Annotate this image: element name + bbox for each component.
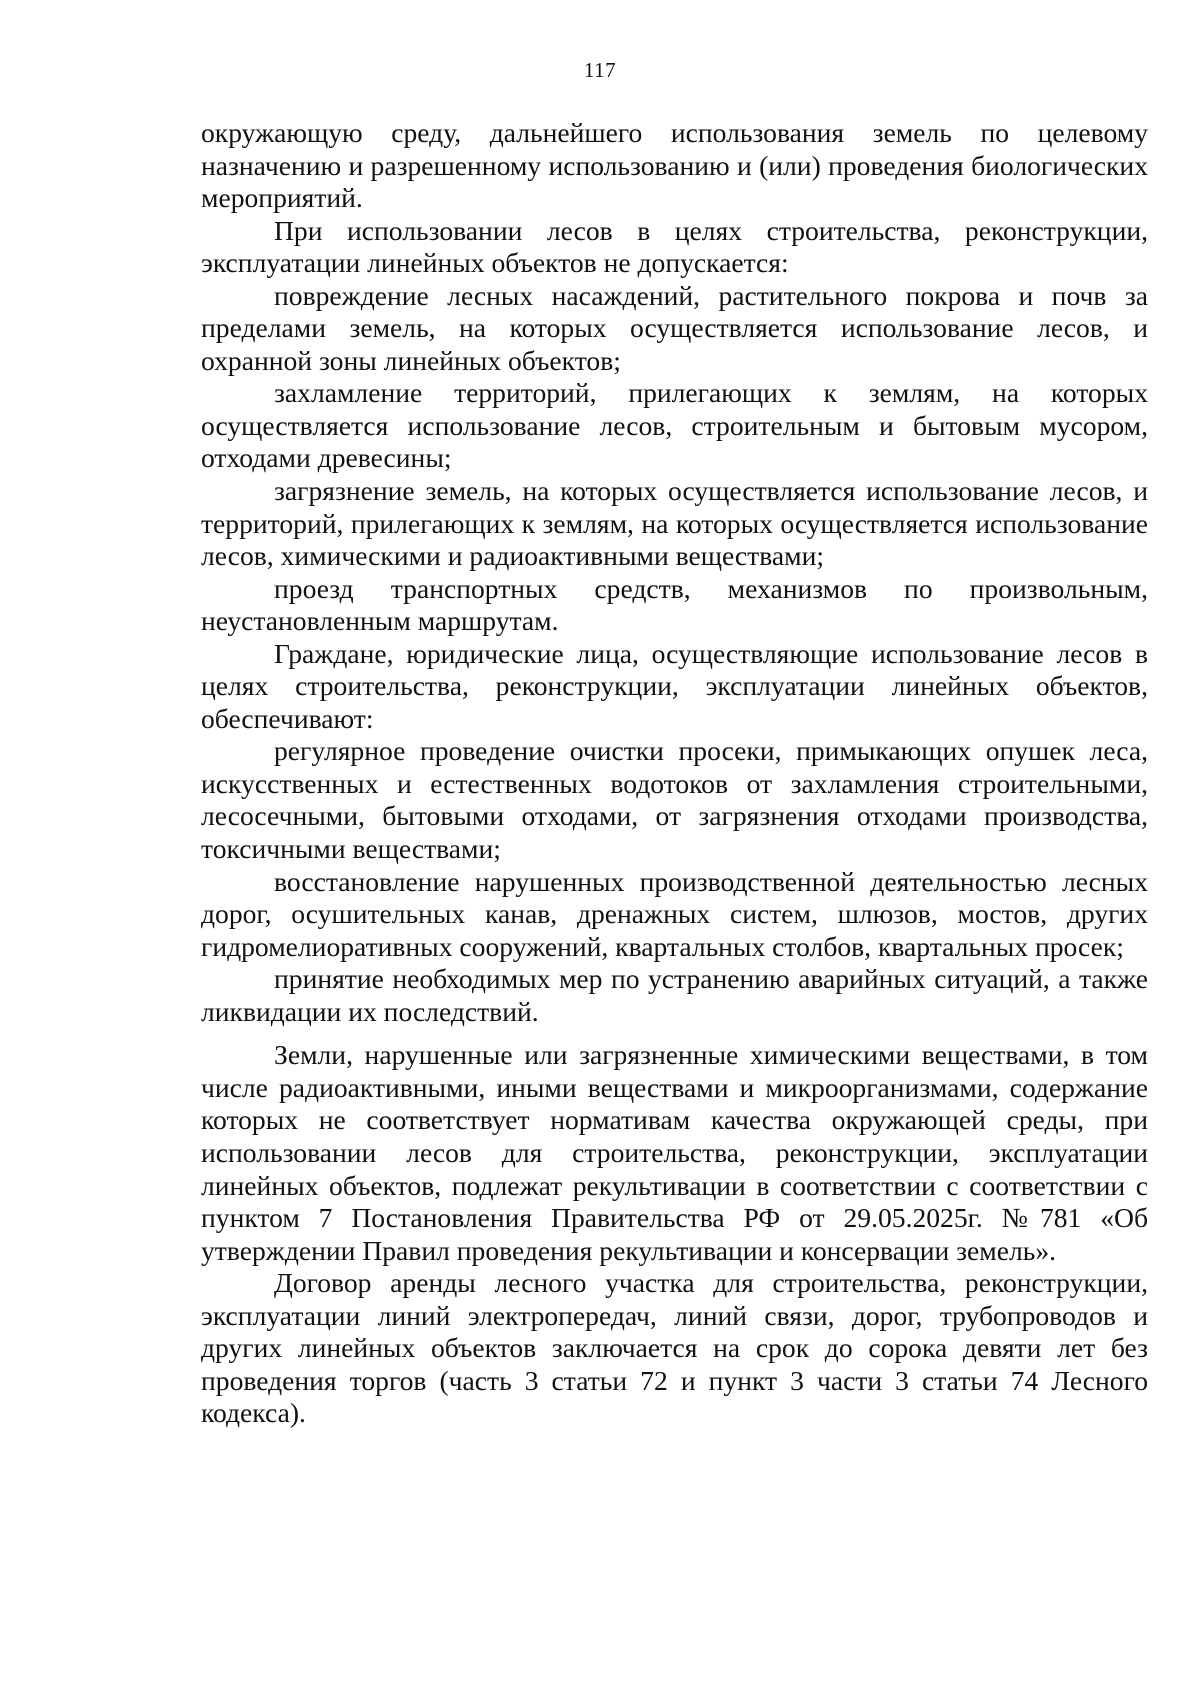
list-item-restoration: восстановление нарушенных производственной деятельностью лесных дорог, осушительных канав, дренажных систем, шлюзов, мостов, других гидромелиоративных сооружений, квартальных столбов, квартальных просек;	[201, 865, 1148, 962]
paragraph-continuation: окружающую среду, дальнейшего использования земель по целевому назначению и разрешенному использованию и (или) проведения биологических мероприятий.	[201, 117, 1148, 214]
list-item-pollution: загрязнение земель, на которых осуществляется использование лесов, и территорий, прилегающих к землям, на которых осуществляется использование лесов, химическими и радиоактивными веществами;	[201, 475, 1148, 572]
list-item-cleaning: регулярное проведение очистки просеки, примыкающих опушек леса, искусственных и естественных водотоков от захламления строительными, лесосечными, бытовыми отходами, от загрязнения отходами производства, токсичными веществами;	[201, 735, 1148, 865]
paragraph-lease-agreement: Договор аренды лесного участка для строительства, реконструкции, эксплуатации линий электропередач, линий связи, дорог, трубопроводов и других линейных объектов заключается на срок до сорока девяти лет без проведения торгов (часть 3 статьи 72 и пункт 3 части 3 статьи 74 Лесного кодекса).	[201, 1267, 1148, 1429]
list-item-vehicle-passage: проезд транспортных средств, механизмов по произвольным, неустановленным маршрутам.	[201, 572, 1148, 637]
paragraph-reclamation: Земли, нарушенные или загрязненные химическими веществами, в том числе радиоактивными, иными веществами и микроорганизмами, содержание которых не соответствует нормативам качества окружающей среды, при использовании лесов для строительства, реконструкции, эксплуатации линейных объектов, подлежат рекультивации в соответствии с соответствии с пунктом 7 Постановления Правительства РФ от 29.05.2025г. №781 «Об утверждении Правил проведения рекультивации и консервации земель».	[201, 1039, 1148, 1266]
paragraph-linear-objects-prohibitions: При использовании лесов в целях строительства, реконструкции, эксплуатации линейных объектов не допускается:	[201, 214, 1148, 279]
body-text	[201, 117, 1148, 1430]
list-item-emergency-measures: принятие необходимых мер по устранению аварийных ситуаций, а также ликвидации их последствий.	[201, 963, 1148, 1027]
list-item-damage: повреждение лесных насаждений, растительного покрова и почв за пределами земель, на которых осуществляется использование лесов, и охранной зоны линейных объектов;	[201, 279, 1148, 376]
paragraph-obligations: Граждане, юридические лица, осуществляющие использование лесов в целях строительства, реконструкции, эксплуатации линейных объектов, обеспечивают:	[201, 637, 1148, 734]
page-number: 117	[583, 58, 617, 82]
list-item-littering: захламление территорий, прилегающих к землям, на которых осуществляется использование лесов, строительным и бытовым мусором, отходами древесины;	[201, 377, 1148, 474]
